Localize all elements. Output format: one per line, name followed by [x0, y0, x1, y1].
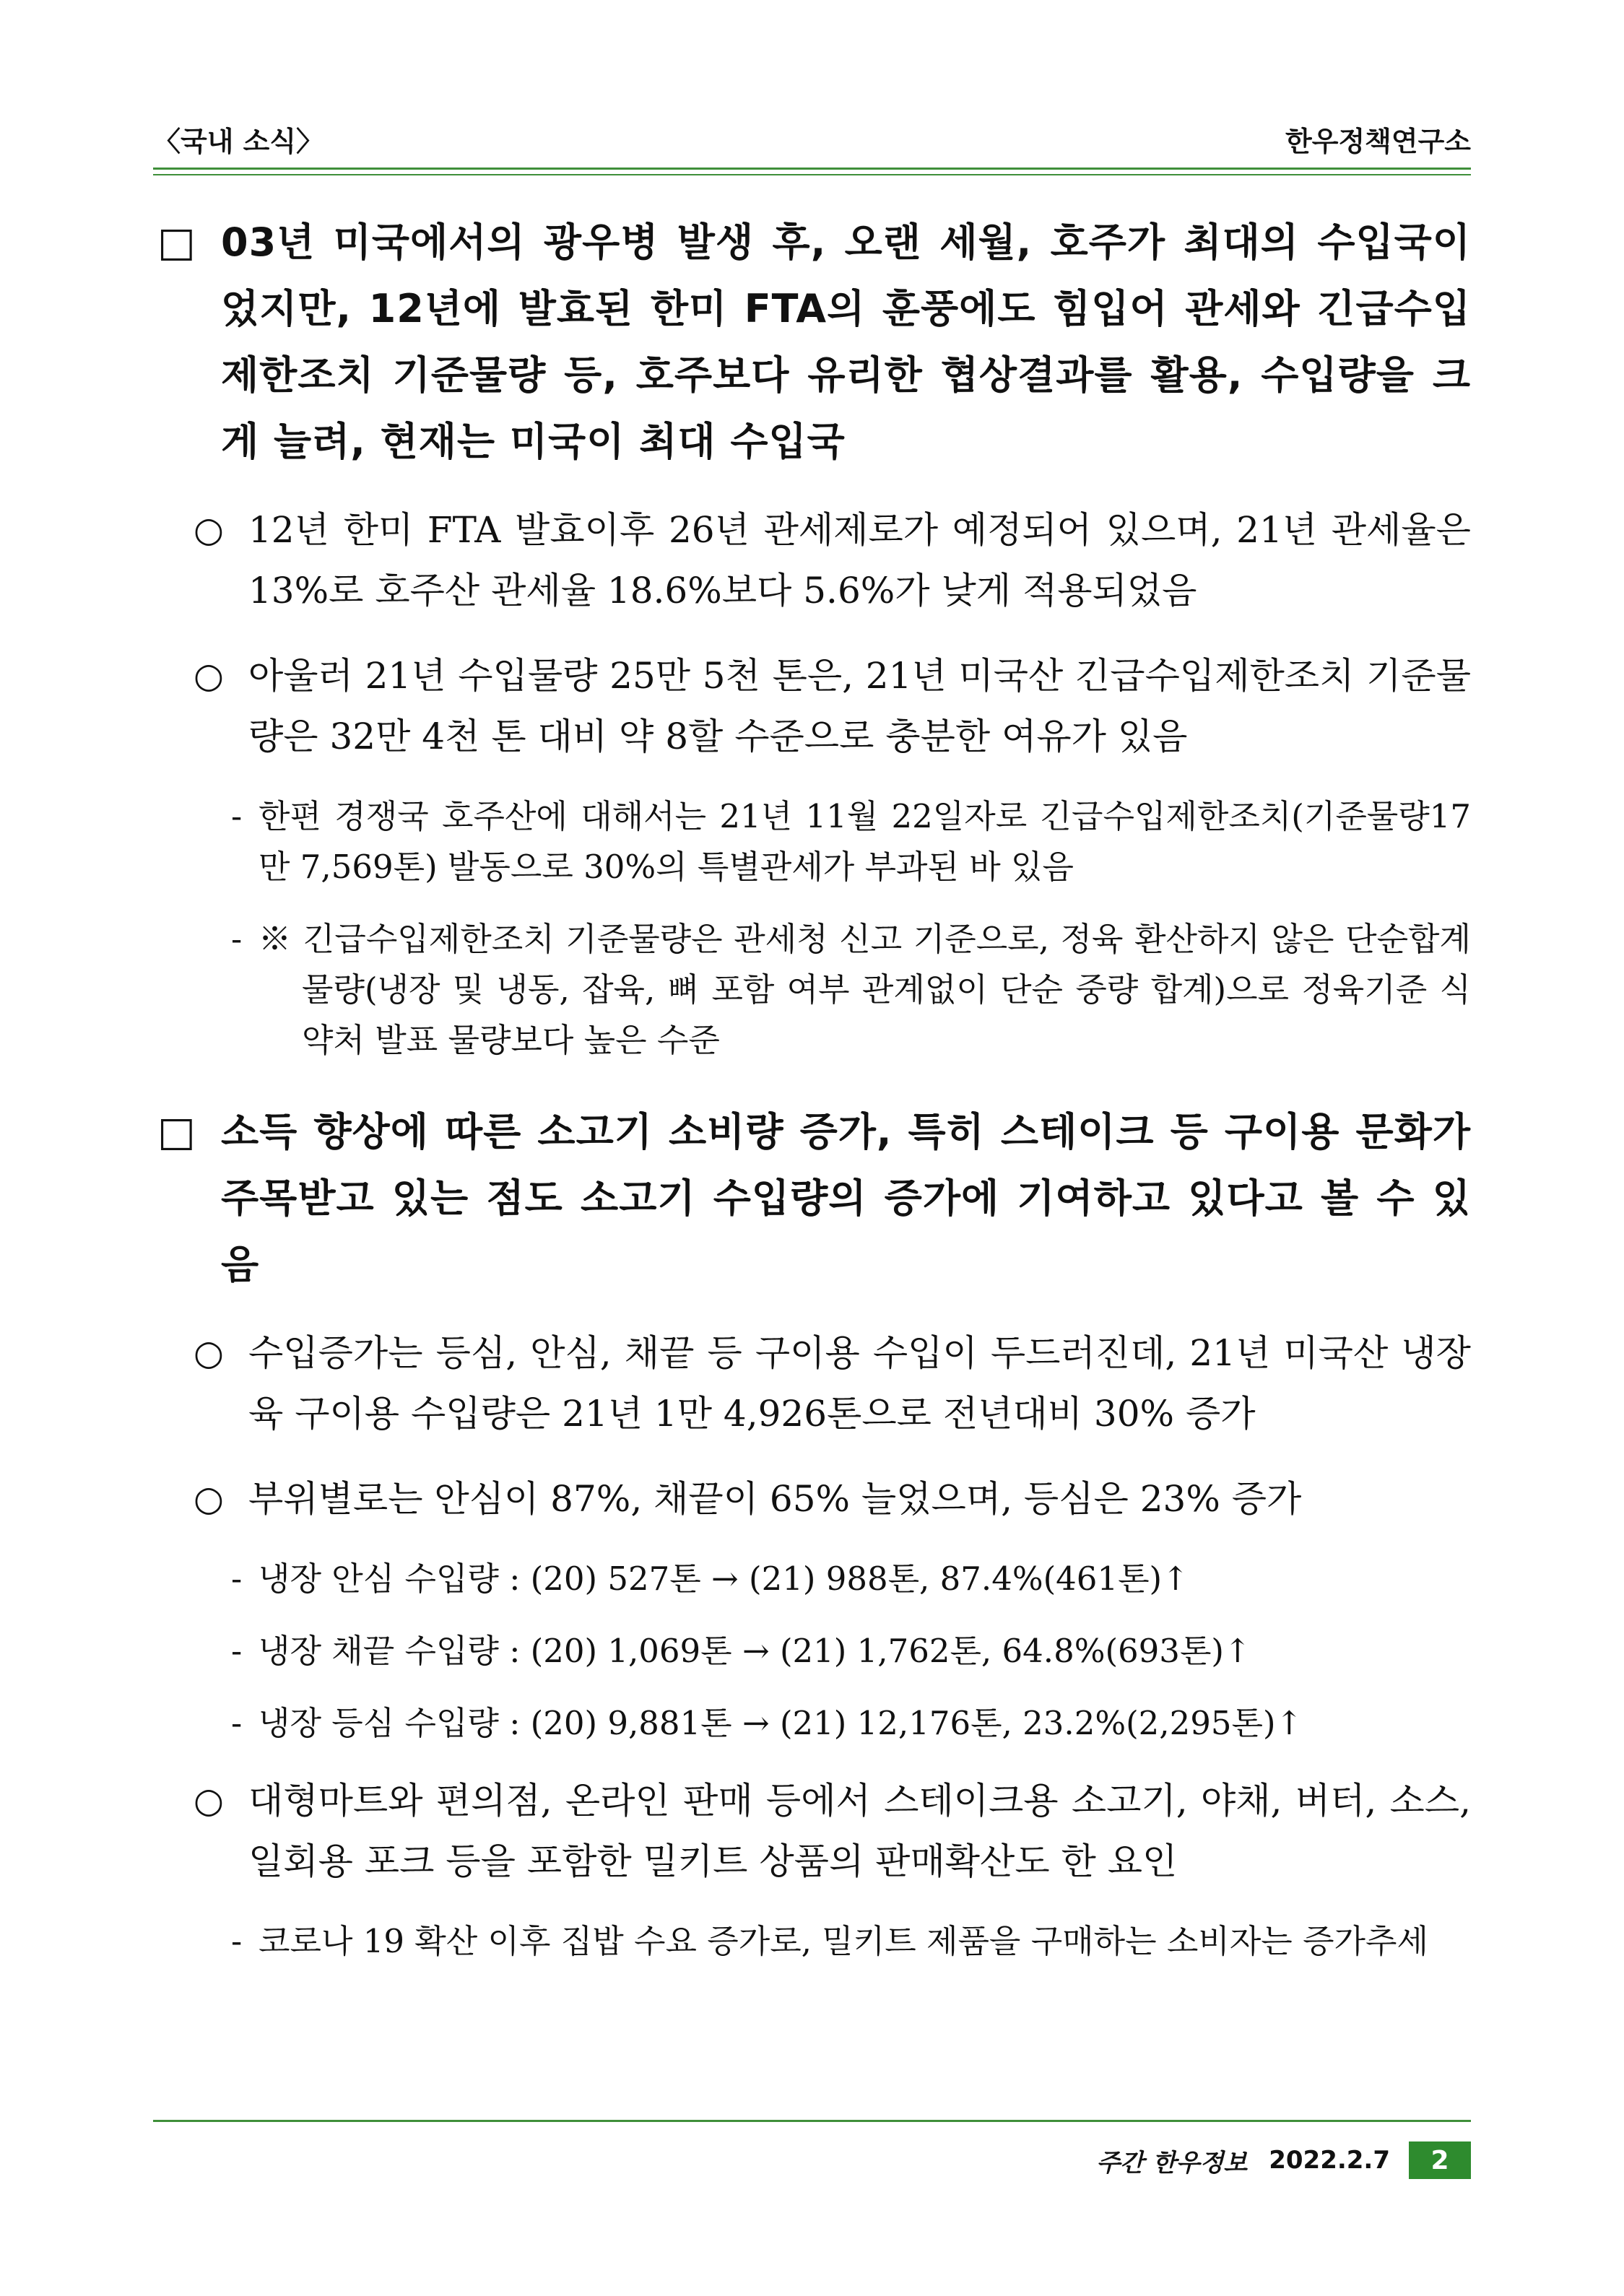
document-body — [153, 209, 1471, 1988]
dash-mark: - — [231, 1922, 243, 1960]
bullet-text: 수입증가는 등심, 안심, 채끝 등 구이용 수입이 두드러진데, 21년 미국산 냉장육 구이용 수입량은 21년 1만 4,926톤으로 전년대비 30% 증가 — [248, 1332, 1471, 1435]
circle-bullet-icon: ○ — [194, 1780, 224, 1821]
page-number-badge: 2 — [1409, 2141, 1471, 2179]
dash-text: 한편 경쟁국 호주산에 대해서는 21년 11월 22일자로 긴급수입제한조치(기준물량17만 7,569톤) 발동으로 30%의 특별관세가 부과된 바 있음 — [259, 797, 1471, 886]
dash-text: 코로나 19 확산 이후 집밥 수요 증가로, 밀키트 제품을 구매하는 소비자는 증가추세 — [259, 1922, 1428, 1960]
dash-item — [231, 1916, 1471, 1967]
circle-bullet-icon: ○ — [194, 656, 224, 696]
square-bullet-icon: □ — [157, 219, 196, 266]
bullet-text: 대형마트와 편의점, 온라인 판매 등에서 스테이크용 소고기, 야채, 버터, 소스, 일회용 포크 등을 포함한 밀키트 상품의 판매확산도 한 요인 — [248, 1780, 1471, 1882]
section-heading — [153, 1099, 1471, 1298]
dash-item-note — [231, 914, 1471, 1066]
section-heading-text: 03년 미국에서의 광우병 발생 후, 오랜 세월, 호주가 최대의 수입국이었지만, 12년에 발효된 한미 FTA의 훈풍에도 힘입어 관세와 긴급수입제한조치 기준물량 등, 호주보다 유리한 협상결과를 활용, 수입량을 크게 늘려, 현재는 미국이 최대 수입국 — [221, 219, 1471, 464]
circle-bullet-icon: ○ — [194, 1479, 224, 1519]
circle-bullet-item — [194, 645, 1471, 767]
circle-bullet-item — [194, 1469, 1471, 1529]
bullet-text: 부위별로는 안심이 87%, 채끝이 65% 늘었으며, 등심은 23% 증가 — [248, 1478, 1302, 1520]
publication-date: 2022.2.7 — [1269, 2146, 1390, 2175]
square-bullet-icon: □ — [157, 1108, 196, 1155]
dash-item — [231, 1698, 1471, 1749]
section-heading-text: 소득 향상에 따른 소고기 소비량 증가, 특히 스테이크 등 구이용 문화가 주목받고 있는 점도 소고기 수입량의 증가에 기여하고 있다고 볼 수 있음 — [221, 1109, 1471, 1287]
page-footer — [1096, 2139, 1471, 2182]
circle-bullet-item — [194, 500, 1471, 621]
dash-item — [231, 1554, 1471, 1604]
dash-item — [231, 791, 1471, 892]
header-organization: 한우정책연구소 — [1285, 126, 1471, 157]
publication-name: 주간 한우정보 — [1096, 2148, 1248, 2178]
circle-bullet-icon: ○ — [194, 510, 224, 550]
dash-text: 냉장 채끝 수입량 : (20) 1,069톤 → (21) 1,762톤, 64.8%(693톤)↑ — [259, 1632, 1251, 1670]
bullet-text: 12년 한미 FTA 발효이후 26년 관세제로가 예정되어 있으며, 21년 관세율은 13%로 호주산 관세율 18.6%보다 5.6%가 낮게 적용되었음 — [248, 509, 1471, 612]
note-text: ※ 긴급수입제한조치 기준물량은 관세청 신고 기준으로, 정육 환산하지 않은 단순합계 물량(냉장 및 냉동, 잡육, 뼈 포함 여부 관계없이 단순 중량 합계)으로 정육기준 식약처 발표 물량보다 높은 수준 — [259, 920, 1471, 1059]
footer-rule — [153, 2120, 1471, 2122]
bullet-text: 아울러 21년 수입물량 25만 5천 톤은, 21년 미국산 긴급수입제한조치 기준물량은 32만 4천 톤 대비 약 8할 수준으로 충분한 여유가 있음 — [248, 655, 1471, 757]
dash-mark: - — [231, 797, 243, 835]
dash-item — [231, 1626, 1471, 1677]
dash-mark: - — [231, 1704, 243, 1742]
circle-bullet-item — [194, 1770, 1471, 1892]
dash-text: 냉장 안심 수입량 : (20) 527톤 → (21) 988톤, 87.4%(461톤)↑ — [259, 1560, 1189, 1598]
page-header — [153, 108, 1471, 159]
header-section-label: 〈국내 소식〉 — [153, 126, 324, 157]
circle-bullet-icon: ○ — [194, 1333, 224, 1373]
header-rule — [153, 168, 1471, 175]
dash-mark: - — [231, 1632, 243, 1670]
dash-mark: - — [231, 1560, 243, 1598]
section-heading — [153, 209, 1471, 475]
dash-text: 냉장 등심 수입량 : (20) 9,881톤 → (21) 12,176톤, 23.2%(2,295톤)↑ — [259, 1704, 1303, 1742]
dash-mark: - — [231, 920, 243, 958]
circle-bullet-item — [194, 1323, 1471, 1444]
